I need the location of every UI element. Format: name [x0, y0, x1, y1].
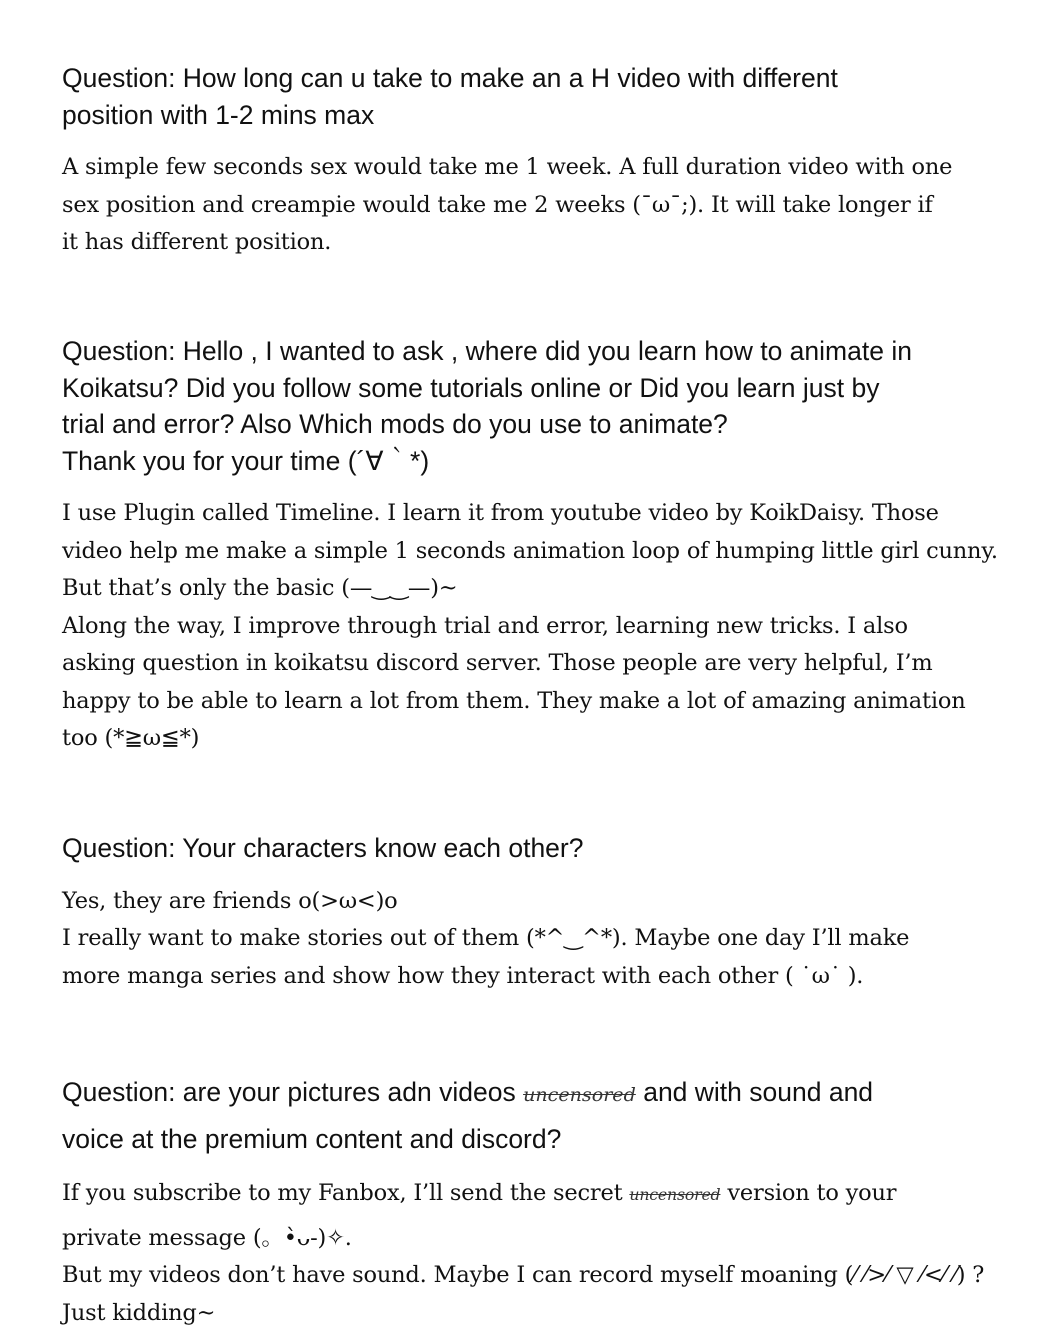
question-line: trial and error? Also Which mods do you use to animate?: [62, 409, 728, 439]
question-2: [62, 333, 1012, 479]
qa-block-4: [62, 1070, 1012, 1332]
question-line: position with 1-2 mins max: [62, 99, 375, 130]
answer-line: [62, 1180, 896, 1206]
answer-line: video help me make a simple 1 seconds animation loop of humping little girl cunny.: [62, 537, 998, 564]
struck-word: uncensored: [629, 1185, 721, 1204]
answer-line: Just kidding~: [62, 1299, 216, 1326]
answer-1: [62, 149, 1012, 262]
answer-4: [62, 1175, 1012, 1332]
answer-line: more manga series and show how they interact with each other ( ˙ω˙ ).: [62, 962, 864, 989]
answer-line: too (*≧ω≦*): [62, 725, 200, 751]
answer-line: Along the way, I improve through trial and error, learning new tricks. I also: [62, 612, 908, 639]
answer-line: I use Plugin called Timeline. I learn it from youtube video by KoikDaisy. Those: [62, 500, 939, 526]
answer-line: asking question in koikatsu discord server. Those people are very helpful, I’m: [62, 650, 933, 676]
answer-text: If you subscribe to my Fanbox, I’ll send the secret: [62, 1180, 623, 1206]
question-line: Koikatsu? Did you follow some tutorials online or Did you learn just by: [62, 372, 880, 403]
answer-3: [62, 883, 1012, 996]
answer-text: version to your: [727, 1180, 897, 1206]
question-line: voice at the premium content and discord?: [62, 1124, 562, 1154]
question-line: Question: How long can u take to make an a H video with different: [62, 63, 838, 93]
answer-line: A simple few seconds sex would take me 1 week. A full duration video with one: [62, 154, 953, 180]
question-line: [62, 1077, 873, 1107]
question-line: Thank you for your time (´∀｀*): [62, 445, 430, 476]
question-line: Question: Hello , I wanted to ask , where did you learn how to animate in: [62, 336, 912, 366]
answer-line: But that’s only the basic (—‿‿—)~: [62, 575, 458, 601]
struck-word: uncensored: [523, 1084, 636, 1106]
qa-block-3: [62, 830, 1012, 995]
answer-line: happy to be able to learn a lot from them. They make a lot of amazing animation: [62, 687, 966, 714]
question-4: [62, 1070, 1012, 1161]
answer-line: Yes, they are friends o(>ω<)o: [62, 887, 398, 914]
answer-line: it has different position.: [62, 229, 332, 255]
question-text: and with sound and: [643, 1077, 874, 1107]
answer-line: sex position and creampie would take me 2 weeks (¯ω¯;). It will take longer if: [62, 191, 933, 218]
question-3: [62, 830, 1012, 867]
answer-2: [62, 495, 1012, 758]
answer-line: I really want to make stories out of them (*^‿^*). Maybe one day I’ll make: [62, 925, 910, 951]
qa-block-2: [62, 333, 1012, 758]
answer-line: private message (。•̀ᴗ-)✧.: [62, 1224, 352, 1251]
question-1: [62, 60, 1012, 133]
question-line: Question: Your characters know each other?: [62, 833, 584, 863]
question-text: Question: are your pictures adn videos: [62, 1077, 516, 1107]
qa-block-1: [62, 60, 1012, 262]
answer-line: But my videos don’t have sound. Maybe I can record myself moaning (⁄ ⁄>⁄ ▽ ⁄<⁄ ⁄) ?: [62, 1262, 985, 1288]
